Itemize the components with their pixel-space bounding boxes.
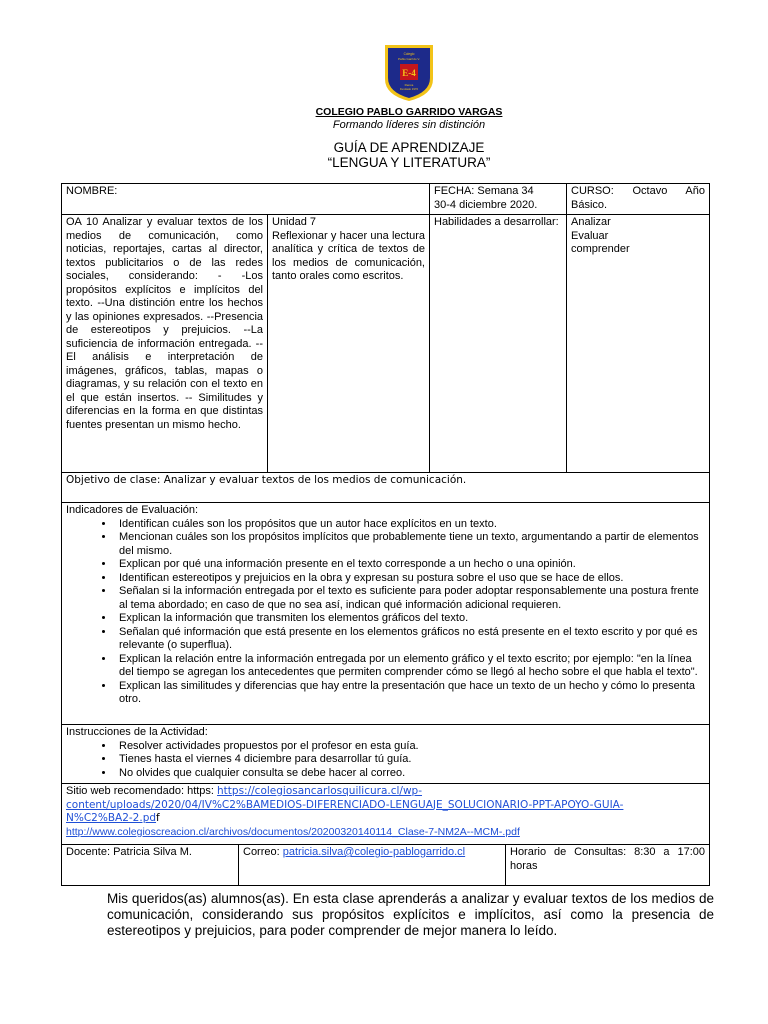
teacher-email-link[interactable]: patricia.silva@colegio-pablogarrido.cl [282,846,466,858]
recommended-link-1-start[interactable]: https://colegiosancarlosquilicura.cl/wp- [217,785,423,797]
indicador-item: • Explican las similitudes y diferencias que hay entre la presentación que hace un texto de un hecho y cómo lo presenta otro. [115,680,705,707]
instrucciones-row [62,725,709,784]
skill-item: comprender [571,243,630,255]
intro-paragraph: Mis queridos(as) alumnos(as). En esta clase aprenderás a analizar y evaluar textos de los medios de comunicación, considerando sus propósitos explícitos e implícitos, así como la presencia de estereotipos y prejuicios, para poder comprender de mejor manera lo leído. [107,891,714,938]
unidad-title: Unidad 7 [272,216,317,228]
indicador-item: • Señalan qué información que está presente en los elementos gráficos no está presente en el texto escrito y por qué es relevante (o superflua). [115,626,705,653]
school-name: COLEGIO PABLO GARRIDO VARGAS [315,106,503,118]
indicador-item: • Señalan si la información entregada por el texto es suficiente para poder adoptar responsablemente una postura frente al tema abordado; en caso de que no sea así, indican qué información adicional requieren. [115,585,705,612]
guide-info-table [61,183,710,886]
student-info-row [62,184,709,215]
indicador-item: • Explican la información que transmiten los elementos gráficos del texto. [115,612,705,626]
recommended-link-2[interactable]: http://www.colegioscreacion.cl/archivos/documentos/20200320140114_Clase-7-NM2A--MCM-.pdf [66,825,520,838]
curso-cell [567,184,709,214]
svg-text:Renca: Renca [404,83,414,87]
recommended-link-1-suffix: f [156,812,160,824]
curso-label: CURSO: Octavo Año Básico. [571,185,705,211]
svg-text:E-4: E-4 [402,68,416,78]
docente-cell [62,845,239,885]
instrucciones-list [66,740,705,781]
objetivo-row [62,473,709,503]
habilidades-label: Habilidades a desarrollar: [434,216,559,228]
indicador-item: • Mencionan cuáles son los propósitos implícitos que probablemente tiene un texto, argumentando a partir de elementos del mismo. [115,531,705,558]
unidad-text: Reflexionar y hacer una lectura analítica y crítica de textos de los medios de comunicación, tanto orales como escritos. [272,229,425,282]
correo-label: Correo: [243,846,283,858]
oa-cell [62,215,268,472]
instruccion-item: • Resolver actividades propuestos por el profesor en esta guía. [115,740,705,754]
skill-item: Evaluar [571,229,609,242]
fecha-cell [430,184,567,214]
svg-text:Fundado 1970: Fundado 1970 [399,87,419,91]
indicador-item: • Identifican cuáles son los propósitos que un autor hace explícitos en un texto. [115,518,705,532]
sitio-web-row [62,784,709,845]
objectives-row [62,215,709,473]
guide-title: GUÍA DE APRENDIZAJE [333,140,485,155]
indicadores-cell [62,503,709,724]
svg-text:Colegio: Colegio [403,52,415,56]
nombre-cell [62,184,430,214]
indicador-item: • Explican por qué una información presente en el texto corresponde a un hecho o una opinión. [115,558,705,572]
contact-row [62,845,709,885]
indicador-item: • Explican la relación entre la información entregada por un elemento gráfico y el texto escrito; por ejemplo: "en la línea del tiempo se agregan los antecedentes que permiten comprender cómo se llegó al hecho sobre el que habla el texto". [115,653,705,680]
recommended-link-1-mid[interactable]: content/uploads/2020/04/IV%C2%BAMEDIOS-DIFERENCIADO-LENGUAJE_SOLUCIONARIO-PPT-APOYO-GUIA- [66,798,624,811]
objetivo-text: Objetivo de clase: Analizar y evaluar textos de los medios de comunicación. [66,474,467,486]
recommended-link-1-end[interactable]: N%C2%BA2-2.pd [66,812,157,824]
guide-subject: “LENGUA Y LITERATURA” [327,155,491,170]
correo-cell [239,845,506,885]
school-motto: Formando líderes sin distinción [332,119,486,131]
nombre-label: NOMBRE: [66,185,118,197]
indicadores-row [62,503,709,725]
instrucciones-title: Instrucciones de la Actividad: [66,726,208,738]
svg-text:Pablo Garrido V.: Pablo Garrido V. [398,57,420,61]
habilidades-cell [430,215,567,472]
skills-cell [567,215,709,472]
indicadores-list [66,518,705,707]
unidad-cell [268,215,430,472]
sitio-web-cell [62,784,709,844]
horario-cell [506,845,709,885]
school-crest-logo [383,43,435,103]
instrucciones-cell [62,725,709,783]
sitio-web-label: Sitio web recomendado: https: [66,785,218,797]
indicador-item: • Identifican estereotipos y prejuicios en la obra y expresan su postura sobre el uso que se hace de ellos. [115,572,705,586]
fecha-dates: 30-4 diciembre 2020. [434,198,538,211]
instruccion-item: • Tienes hasta el viernes 4 diciembre para desarrollar tú guía. [115,753,705,767]
fecha-week: FECHA: Semana 34 [434,185,534,197]
horario-text: Horario de Consultas: 8:30 a 17:00 horas [510,846,705,872]
skill-item: Analizar [571,216,611,228]
docente-text: Docente: Patricia Silva M. [66,846,192,858]
instruccion-item: • No olvides que cualquier consulta se debe hacer al correo. [115,767,705,781]
oa-text: OA 10 Analizar y evaluar textos de los medios de comunicación, como noticias, reportajes, cartas al director, textos publicitarios o de las redes sociales, considerando: - -Los propósitos explícitos e implícitos del texto. --Una distinción entre los hechos y las opiniones expresados. --Presencia de estereotipos y prejuicios. --La suficiencia de información entregada. --El análisis e interpretación de imágenes, gráficos, tablas, mapas o diagramas, y su relación con el texto en el que están insertos. -- Similitudes y diferencias en la forma en que distintas fuentes presentan un mismo hecho. [66,216,263,431]
indicadores-title: Indicadores de Evaluación: [66,504,199,516]
